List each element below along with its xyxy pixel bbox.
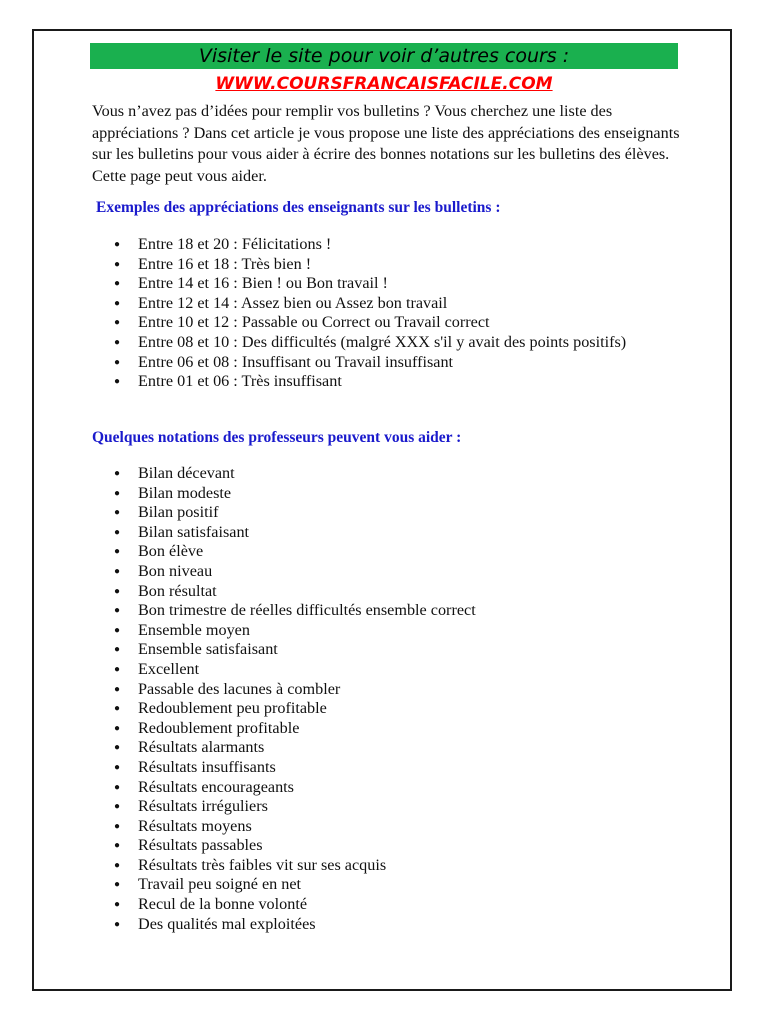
notation-item-text: Résultats moyens xyxy=(138,816,252,835)
notation-item xyxy=(110,542,700,562)
notation-item-text: Ensemble satisfaisant xyxy=(138,640,278,659)
intro-paragraph: Vous n’avez pas d’idées pour remplir vos bulletins ? Vous cherchez une liste des appréciations ? Dans cet article je vous propose une liste des appréciations des enseignants sur les bulletins pour vous aider à écrire des bonnes notations sur les bulletins des élèves. Cette page peut vous aider. xyxy=(92,102,680,185)
notation-item xyxy=(110,621,700,641)
appreciation-item-text: Entre 12 et 14 : Assez bien ou Assez bon travail xyxy=(138,293,448,312)
notation-item xyxy=(110,601,700,621)
notation-item-text: Ensemble moyen xyxy=(138,620,250,639)
notation-item xyxy=(110,503,700,523)
bullet-icon: ● xyxy=(114,468,121,479)
appreciation-item xyxy=(110,333,700,353)
notation-item xyxy=(110,562,700,582)
notation-item-text: Redoublement peu profitable xyxy=(138,699,327,718)
appreciation-item-text: Entre 18 et 20 : Félicitations ! xyxy=(138,235,332,253)
notation-item-text: Résultats insuffisants xyxy=(138,757,276,776)
notation-item xyxy=(110,797,700,817)
appreciation-item-text: Entre 10 et 12 : Passable ou Correct ou Travail correct xyxy=(138,313,490,332)
bullet-icon: ● xyxy=(114,376,121,388)
notation-item xyxy=(110,680,700,700)
bullet-icon: ● xyxy=(114,605,121,617)
notation-item-text: Passable des lacunes à combler xyxy=(138,679,341,698)
notation-item xyxy=(110,660,700,680)
bullet-icon: ● xyxy=(114,761,121,773)
notation-item-text: Travail peu soigné en net xyxy=(138,875,302,894)
bullet-icon: ● xyxy=(114,356,121,368)
notation-item-text: Bilan satisfaisant xyxy=(138,522,250,541)
notation-item-text: Résultats irréguliers xyxy=(138,797,268,816)
appreciation-item-text: Entre 14 et 16 : Bien ! ou Bon travail ! xyxy=(138,274,388,293)
notation-item xyxy=(110,464,700,484)
notation-item xyxy=(110,699,700,719)
notation-item xyxy=(110,738,700,758)
banner-title: Visiter le site pour voir d’autres cours : xyxy=(198,45,570,67)
bullet-icon: ● xyxy=(114,317,121,329)
bullet-icon: ● xyxy=(114,859,121,871)
notation-item xyxy=(110,895,700,915)
appreciation-item-text: Entre 06 et 08 : Insuffisant ou Travail insuffisant xyxy=(138,352,454,371)
notation-item xyxy=(110,484,700,504)
notation-item xyxy=(110,582,700,602)
bullet-icon: ● xyxy=(114,258,121,270)
notation-item-text: Recul de la bonne volonté xyxy=(138,895,308,914)
bullet-icon: ● xyxy=(114,781,121,793)
notation-item xyxy=(110,640,700,660)
appreciation-item-text: Entre 08 et 10 : Des difficultés (malgré XXX s'il y avait des points positifs) xyxy=(138,332,627,351)
bullet-icon: ● xyxy=(114,278,121,290)
bullet-icon: ● xyxy=(114,801,121,813)
bullet-icon: ● xyxy=(114,820,121,832)
bullet-icon: ● xyxy=(114,546,121,558)
site-banner xyxy=(90,43,678,69)
appreciation-item xyxy=(110,235,700,255)
bullet-icon: ● xyxy=(114,703,121,715)
bullet-icon: ● xyxy=(114,526,121,538)
bullet-icon: ● xyxy=(114,487,121,499)
bullet-icon: ● xyxy=(114,742,121,754)
bullet-icon: ● xyxy=(114,879,121,891)
notation-item xyxy=(110,817,700,837)
bullet-icon: ● xyxy=(114,840,121,852)
bullet-icon: ● xyxy=(114,683,121,695)
notation-item-text: Bon élève xyxy=(138,542,204,561)
notation-item-text: Redoublement profitable xyxy=(138,718,300,737)
appreciation-item-text: Entre 01 et 06 : Très insuffisant xyxy=(138,372,342,391)
notation-item-text: Bilan modeste xyxy=(138,483,232,502)
appreciation-item xyxy=(110,274,700,294)
bullet-icon: ● xyxy=(114,336,121,348)
notation-item xyxy=(110,719,700,739)
notation-item-text: Bon trimestre de réelles difficultés ensemble correct xyxy=(138,601,476,620)
appreciation-item xyxy=(110,255,700,275)
notation-item xyxy=(110,836,700,856)
bullet-icon: ● xyxy=(114,722,121,734)
notation-item xyxy=(110,523,700,543)
bullet-icon: ● xyxy=(114,644,121,656)
bullet-icon: ● xyxy=(114,239,121,250)
notation-item-text: Des qualités mal exploitées xyxy=(138,914,316,933)
appreciation-item xyxy=(110,294,700,314)
notation-item xyxy=(110,915,700,935)
notation-item xyxy=(110,758,700,778)
section-heading-notations: Quelques notations des professeurs peuvent vous aider : xyxy=(92,429,462,446)
notation-item-text: Résultats passables xyxy=(138,836,263,855)
notation-item-text: Bon niveau xyxy=(138,561,213,580)
notation-item xyxy=(110,875,700,895)
bullet-icon: ● xyxy=(114,565,121,577)
notation-item-text: Résultats très faibles vit sur ses acquis xyxy=(138,855,387,874)
bullet-icon: ● xyxy=(114,297,121,309)
notation-item-text: Résultats encourageants xyxy=(138,777,294,796)
bullet-icon: ● xyxy=(114,663,121,675)
appreciation-item xyxy=(110,372,700,392)
section-heading-appreciations: Exemples des appréciations des enseignants sur les bulletins : xyxy=(96,199,501,216)
notation-item-text: Bilan décevant xyxy=(138,464,235,482)
notation-item-text: Résultats alarmants xyxy=(138,738,265,757)
notation-item-text: Excellent xyxy=(138,659,200,678)
bullet-icon: ● xyxy=(114,899,121,911)
site-link[interactable]: WWW.COURSFRANCAISFACILE.COM xyxy=(215,74,553,94)
bullet-icon: ● xyxy=(114,918,121,930)
bullet-icon: ● xyxy=(114,507,121,519)
appreciation-item xyxy=(110,313,700,333)
bullet-icon: ● xyxy=(114,624,121,636)
notation-item-text: Bon résultat xyxy=(138,581,217,600)
appreciation-item xyxy=(110,353,700,373)
notation-item-text: Bilan positif xyxy=(138,503,219,522)
notation-item xyxy=(110,778,700,798)
appreciation-item-text: Entre 16 et 18 : Très bien ! xyxy=(138,254,312,273)
bullet-icon: ● xyxy=(114,585,121,597)
notation-item xyxy=(110,856,700,876)
notations-list xyxy=(110,464,700,934)
appreciations-list xyxy=(110,235,700,392)
